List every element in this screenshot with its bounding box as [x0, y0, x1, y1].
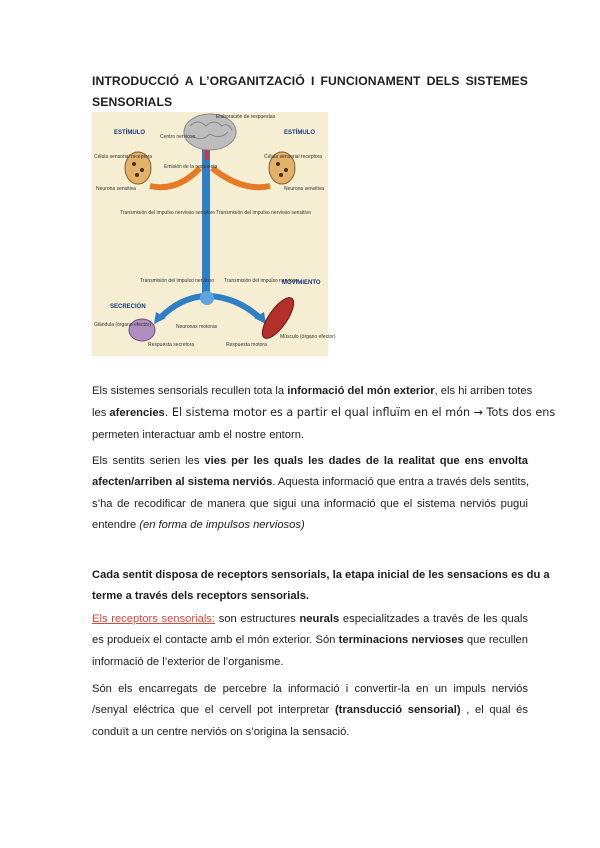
label-centro-nervioso: Centro nervioso: [160, 134, 196, 140]
label-estimulo-left: ESTÍMULO: [114, 130, 145, 136]
motor-arrow-right: [210, 296, 260, 318]
p5-line-2: /senyal eléctrica que el cervell pot interpretar (transducció sensorial) , el qual és: [92, 704, 528, 717]
paragraph-1: [92, 381, 556, 446]
title-line-2: SENSORIALS: [92, 95, 173, 109]
label-emision: Emisión de la respuesta: [164, 164, 218, 170]
paragraph-5: [92, 679, 528, 743]
p3-line-2: terme a través dels receptors sensorials.: [92, 590, 310, 603]
p5-line-1: Són els encarregats de percebre la informació i convertir-la en un impuls nerviós: [92, 683, 528, 695]
paragraph-4: [92, 609, 528, 673]
p2-line-1: Els sentits serien les vies per les quals les dades de la realitat que ens envolta: [92, 455, 528, 467]
label-secrecion: SECRECIÓN: [110, 304, 146, 310]
p1-line-2: les aferencies. El sistema motor es a partir el qual influïm en el món → Tots dos ens: [92, 406, 556, 420]
label-transmision-motor-right: Transmisión del impulso nervioso: [224, 278, 299, 284]
p1-line-3: permeten interactuar amb el nostre entorn.: [92, 428, 305, 441]
label-neuronas-motoras: Neuronas motoras: [176, 324, 218, 330]
label-movimiento: MOVIMIENTO: [282, 280, 321, 286]
sensory-system-diagram: [92, 112, 336, 356]
p2-line-2: afecten/arriben al sistema nerviós. Aquesta informació que entra a través dels sentits,: [92, 476, 530, 489]
p2-line-3: s’ha de recodificar de manera que sigui una informació que el sistema nerviós pugui: [92, 497, 528, 510]
label-transmision-motor-left: Transmisión del impulso nervioso: [140, 278, 215, 284]
paragraph-2: [92, 451, 528, 537]
p4-line-1: Els receptors sensorials: son estructures neurals especialitzades a través de les quals: [92, 613, 528, 625]
p1-line-1: Els sistemes sensorials recullen tota la informació del món exterior, els hi arriben totes: [92, 385, 533, 397]
sensory-arrow-right: [212, 168, 270, 187]
paragraph-3: [92, 565, 550, 608]
label-transmision-left: Transmisión del impulso nervioso sensitivo: [120, 210, 215, 216]
p4-line-2: es produeix el contacte amb el món exterior. Són terminacions nervioses que recullen: [92, 634, 528, 647]
label-celula-left: Célula sensorial receptora: [94, 154, 153, 160]
label-neurona-left: Neurona sensitiva: [96, 186, 137, 192]
p5-line-3: conduït a un centre nerviós on s’origina la sensació.: [92, 725, 350, 738]
p4-line-3: informació de l’exterior de l’organisme.: [92, 655, 284, 668]
sensory-arrow-left: [150, 168, 200, 187]
label-musculo: Músculo (órgano efector): [280, 334, 336, 340]
label-celula-right: Célula sensorial receptora: [264, 154, 323, 160]
label-glandula: Glándula (órgano efector): [94, 322, 151, 328]
label-estimulo-right: ESTÍMULO: [284, 130, 315, 136]
label-elaboracion: Elaboración de respuestas: [216, 114, 276, 120]
title-line-1: INTRODUCCIÓ A L’ORGANITZACIÓ I FUNCIONAMENT DELS SISTEMES: [92, 74, 528, 88]
document-title: [92, 71, 528, 113]
label-respuesta-secretora: Respuesta secretora: [148, 342, 195, 348]
label-transmision-right: Transmisión del impulso nervioso sensitivo: [216, 210, 311, 216]
receptors-link[interactable]: Els receptors sensorials:: [92, 613, 216, 625]
p2-line-4: entendre (en forma de impulsos nerviosos): [92, 519, 305, 532]
nerve-cluster: [200, 291, 214, 305]
label-respuesta-motora: Respuesta motora: [226, 342, 267, 348]
p3-line-1: Cada sentit disposa de receptors sensorials, la etapa inicial de les sensacions es du a: [92, 569, 550, 581]
motor-arrow-left: [160, 296, 204, 318]
label-neurona-right: Neurona sensitiva: [284, 186, 325, 192]
